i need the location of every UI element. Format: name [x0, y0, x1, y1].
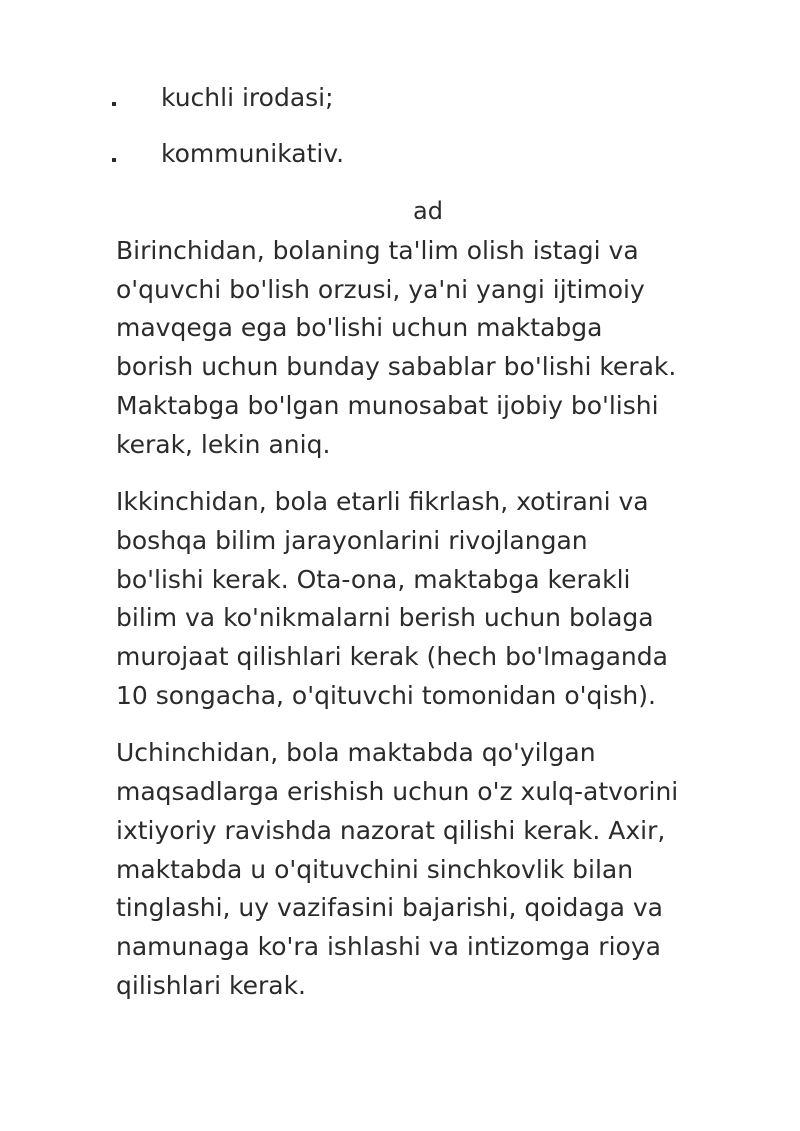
text-line: murojaat qilishlari kerak (hech bo'lmaganda — [116, 642, 668, 672]
text-line: qilishlari kerak. — [116, 970, 307, 1000]
paragraph-third — [116, 734, 766, 1005]
bullet-text: kommunikativ. — [161, 139, 345, 168]
text-line: namunaga ko'ra ishlashi va intizomga rioya — [116, 931, 661, 961]
list-item — [112, 80, 344, 116]
text-line: bilim va ko'nikmalarni berish uchun bolaga — [116, 603, 654, 633]
ad-label: ad — [413, 197, 443, 225]
text-line: Ikkinchidan, bola etarli fikrlash, xotirani va — [116, 487, 649, 517]
bullet-text: kuchli irodasi; — [161, 83, 334, 112]
text-line: mavqega ega bo'lishi uchun maktabga — [116, 313, 603, 343]
text-line: o'quvchi bo'lish orzusi, ya'ni yangi ijtimoiy — [116, 274, 645, 304]
text-line: Maktabga bo'lgan munosabat ijobiy bo'lishi — [116, 390, 659, 420]
text-line: tinglashi, uy vazifasini bajarishi, qoidaga va — [116, 893, 663, 923]
text-line: bo'lishi kerak. Ota-ona, maktabga kerakli — [116, 564, 631, 594]
bullet-list — [112, 80, 344, 192]
text-line: borish uchun bunday sabablar bo'lishi kerak. — [116, 352, 677, 382]
bullet-icon — [112, 158, 116, 162]
text-line: Uchinchidan, bola maktabda qo'yilgan — [116, 738, 596, 768]
text-line: Birinchidan, bolaning ta'lim olish istagi va — [116, 236, 639, 265]
text-line: maktabda u o'qituvchini sinchkovlik bilan — [116, 854, 634, 884]
text-line: ixtiyoriy ravishda nazorat qilishi kerak. Axir, — [116, 815, 666, 845]
article-body — [116, 232, 766, 1024]
text-line: 10 songacha, o'qituvchi tomonidan o'qish). — [116, 680, 656, 710]
list-item — [112, 136, 344, 172]
paragraph-first — [116, 232, 766, 464]
text-line: boshqa bilim jarayonlarini rivojlangan — [116, 525, 588, 555]
text-line: maqsadlarga erishish uchun o'z xulq-atvorini — [116, 777, 679, 807]
paragraph-second — [116, 483, 766, 715]
bullet-icon — [112, 102, 116, 106]
text-line: kerak, lekin aniq. — [116, 429, 331, 459]
